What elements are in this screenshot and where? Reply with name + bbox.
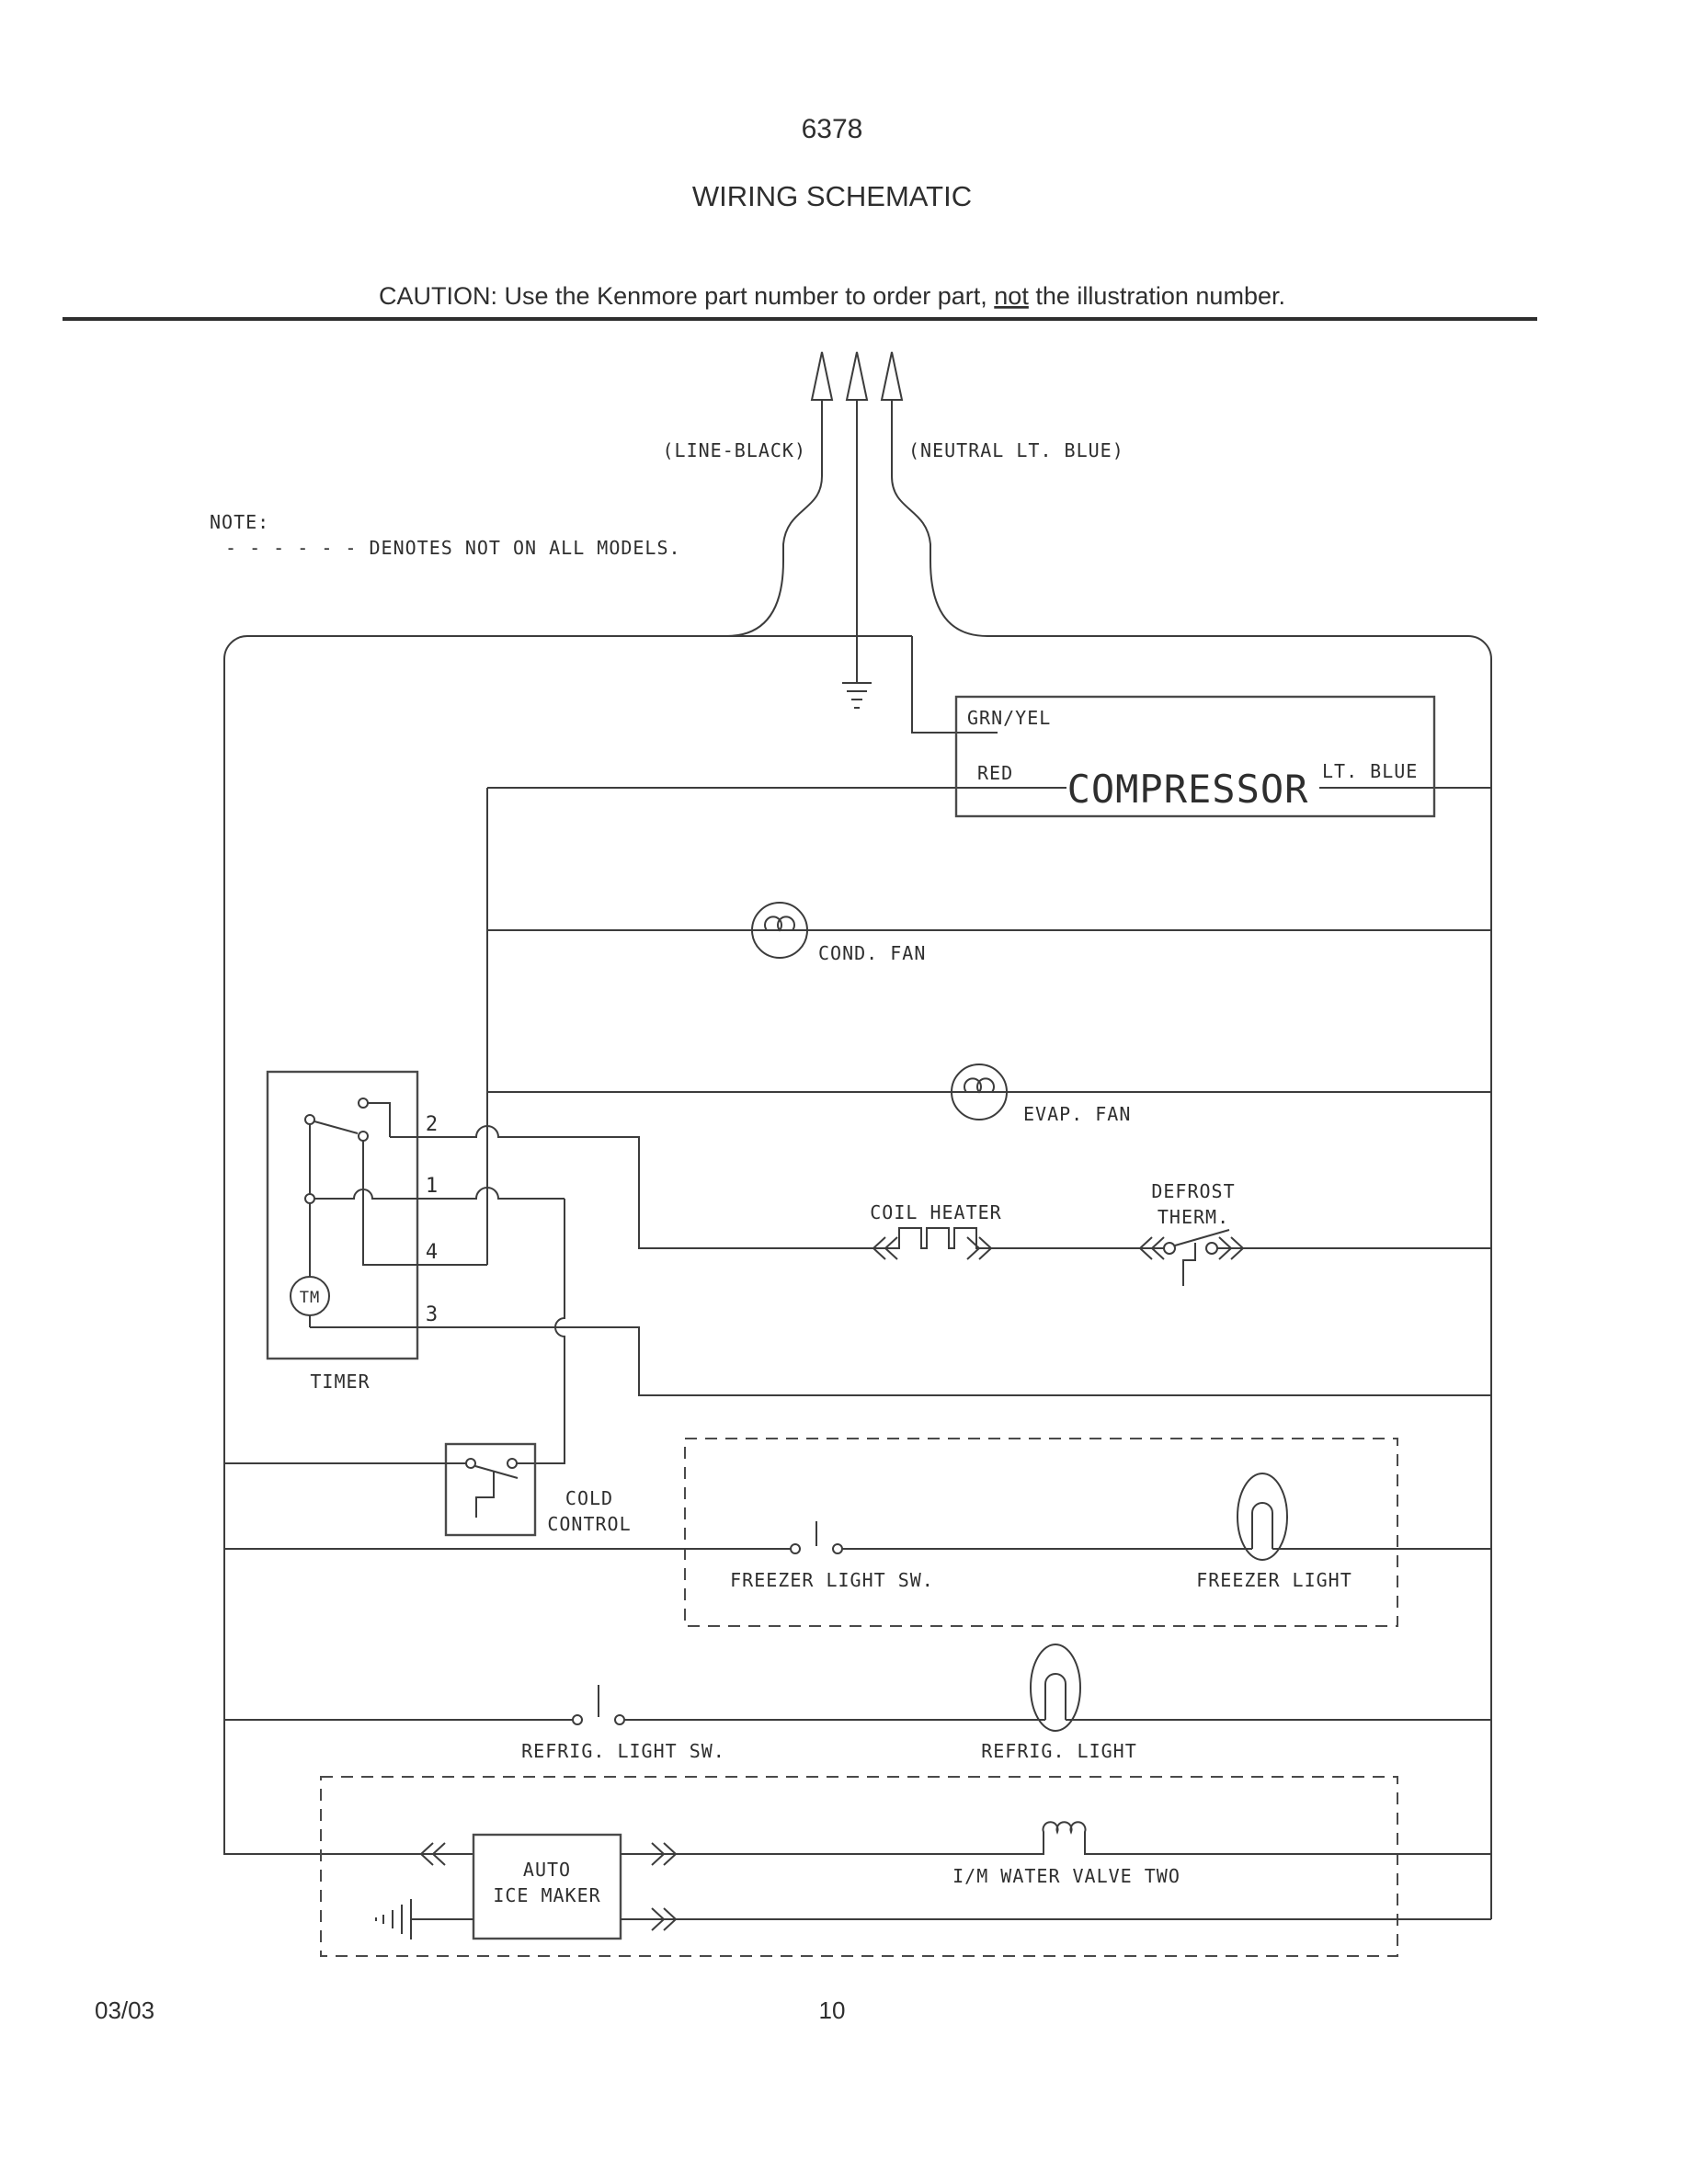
- red-label: RED: [977, 762, 1014, 784]
- evap-fan-label: EVAP. FAN: [1023, 1103, 1132, 1125]
- timer-motor-label: TM: [299, 1289, 321, 1307]
- grn-yel-label: GRN/YEL: [967, 707, 1052, 729]
- water-valve-label: I/M WATER VALVE TWO: [952, 1865, 1180, 1887]
- cond-fan-label: COND. FAN: [818, 942, 927, 964]
- refrig-switch-label: REFRIG. LIGHT SW.: [521, 1740, 725, 1762]
- note-legend: - - - - - - DENOTES NOT ON ALL MODELS.: [225, 537, 681, 559]
- caution-suffix: the illustration number.: [1028, 282, 1285, 310]
- terminal-4-label: 4: [425, 1241, 439, 1264]
- caution-text: [379, 282, 1285, 310]
- freezer-light-label: FREEZER LIGHT: [1196, 1569, 1352, 1591]
- timer-common-contact: [305, 1115, 314, 1124]
- page-title: WIRING SCHEMATIC: [691, 180, 973, 212]
- caution-prefix: CAUTION: Use the Kenmore part number to order part,: [379, 282, 995, 310]
- compressor-label: COMPRESSOR: [1066, 767, 1309, 812]
- terminal-3-label: 3: [425, 1303, 439, 1326]
- cold-control-label-2: CONTROL: [547, 1513, 632, 1535]
- line-black-label: (LINE-BLACK): [662, 439, 806, 461]
- neutral-label: (NEUTRAL LT. BLUE): [908, 439, 1124, 461]
- part-number: 6378: [801, 114, 863, 144]
- cold-control-label-1: COLD: [565, 1487, 614, 1509]
- defrost-therm-label-2: THERM.: [1157, 1206, 1230, 1228]
- refrig-light-label: REFRIG. LIGHT: [981, 1740, 1137, 1762]
- icemaker-label-1: AUTO: [522, 1859, 572, 1881]
- footer-date: 03/03: [95, 1996, 155, 2024]
- lt-blue-label: LT. BLUE: [1322, 760, 1419, 782]
- freezer-switch-label: FREEZER LIGHT SW.: [730, 1569, 934, 1591]
- timer-terminal-2-contact: [359, 1098, 368, 1108]
- icemaker-label-2: ICE MAKER: [493, 1884, 601, 1906]
- terminal-1-label: 1: [425, 1175, 439, 1198]
- coil-heater-label: COIL HEATER: [870, 1201, 1002, 1223]
- defrost-therm-label-1: DEFROST: [1151, 1180, 1236, 1202]
- timer-label: TIMER: [310, 1371, 371, 1393]
- note-heading: NOTE:: [210, 511, 270, 533]
- header-rule: [63, 317, 1537, 321]
- timer-terminal-1-contact: [305, 1194, 314, 1203]
- caution-underlined-word: not: [994, 282, 1029, 310]
- timer-terminal-4-contact: [359, 1132, 368, 1141]
- terminal-2-label: 2: [425, 1113, 439, 1136]
- footer-page-number: 10: [818, 1996, 846, 2024]
